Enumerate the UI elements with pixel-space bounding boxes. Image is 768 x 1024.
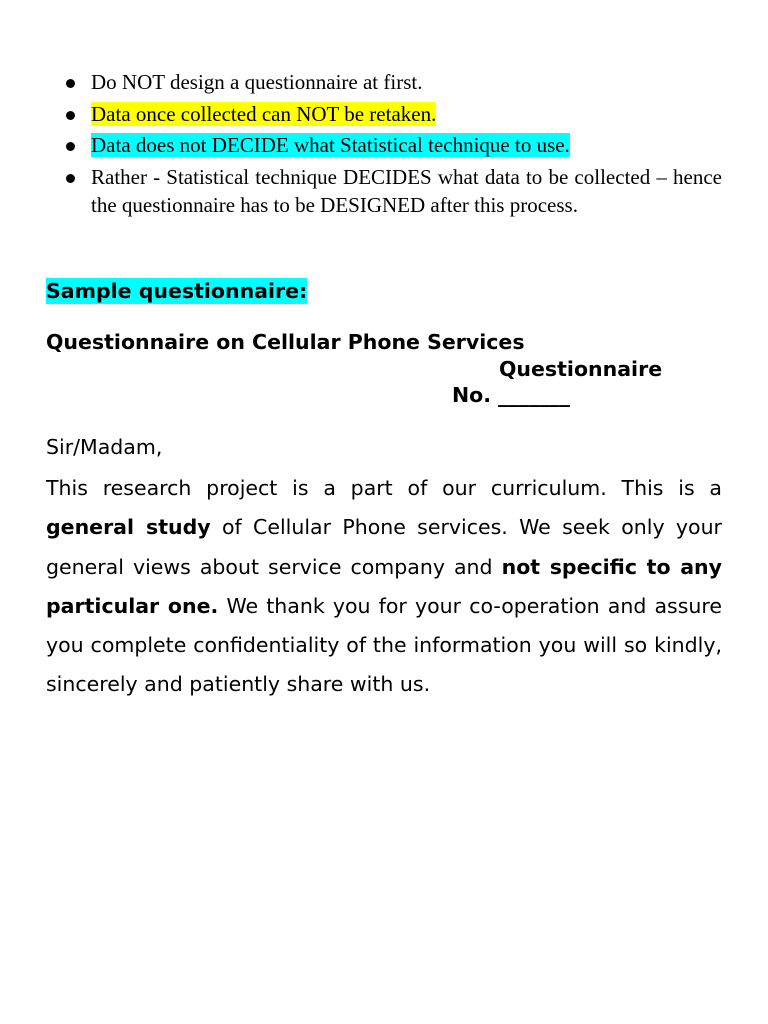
bullet-dot-icon [66, 79, 75, 88]
intro-text: We thank you for your co-operation and assure you complete confidentiality of the information you will so kindly, sincerely and patiently share with us. [46, 593, 722, 697]
bullet-text-highlighted: Data once collected can NOT be retaken. [91, 101, 437, 126]
intro-text: of Cellular Phone services. We seek only your general views about service company and [46, 515, 722, 579]
questionnaire-title: Questionnaire on Cellular Phone Services [46, 330, 525, 354]
bullet-dot-icon [66, 174, 75, 183]
salutation: Sir/Madam, [46, 435, 163, 459]
questionnaire-number-label: Questionnaire [499, 357, 663, 381]
sample-heading [46, 276, 307, 306]
sample-heading-text: Sample questionnaire: [46, 279, 308, 303]
bullet-dot-icon [66, 111, 75, 120]
intro-bold-text: general study [46, 515, 211, 540]
bullet-dot-icon [66, 142, 75, 151]
bullet-text-highlighted: Data does not DECIDE what Statistical technique to use. [91, 133, 570, 157]
bullet-text: Do NOT design a questionnaire at first. [91, 70, 423, 94]
intro-paragraph [46, 469, 722, 705]
intro-text: This research project is a part of our curriculum. This is a [46, 476, 722, 500]
intro-bold-text: not specific to any particular one. [46, 554, 722, 618]
questionnaire-number-field: No. _______ [452, 383, 570, 407]
bullet-item [46, 100, 722, 129]
bullet-list [46, 68, 722, 223]
bullet-item [46, 131, 722, 160]
bullet-item [46, 68, 722, 97]
bullet-item [46, 163, 722, 220]
bullet-text: Rather - Statistical technique DECIDES what data to be collected – hence the questionnaire has to be DESIGNED after this process. [91, 164, 722, 217]
